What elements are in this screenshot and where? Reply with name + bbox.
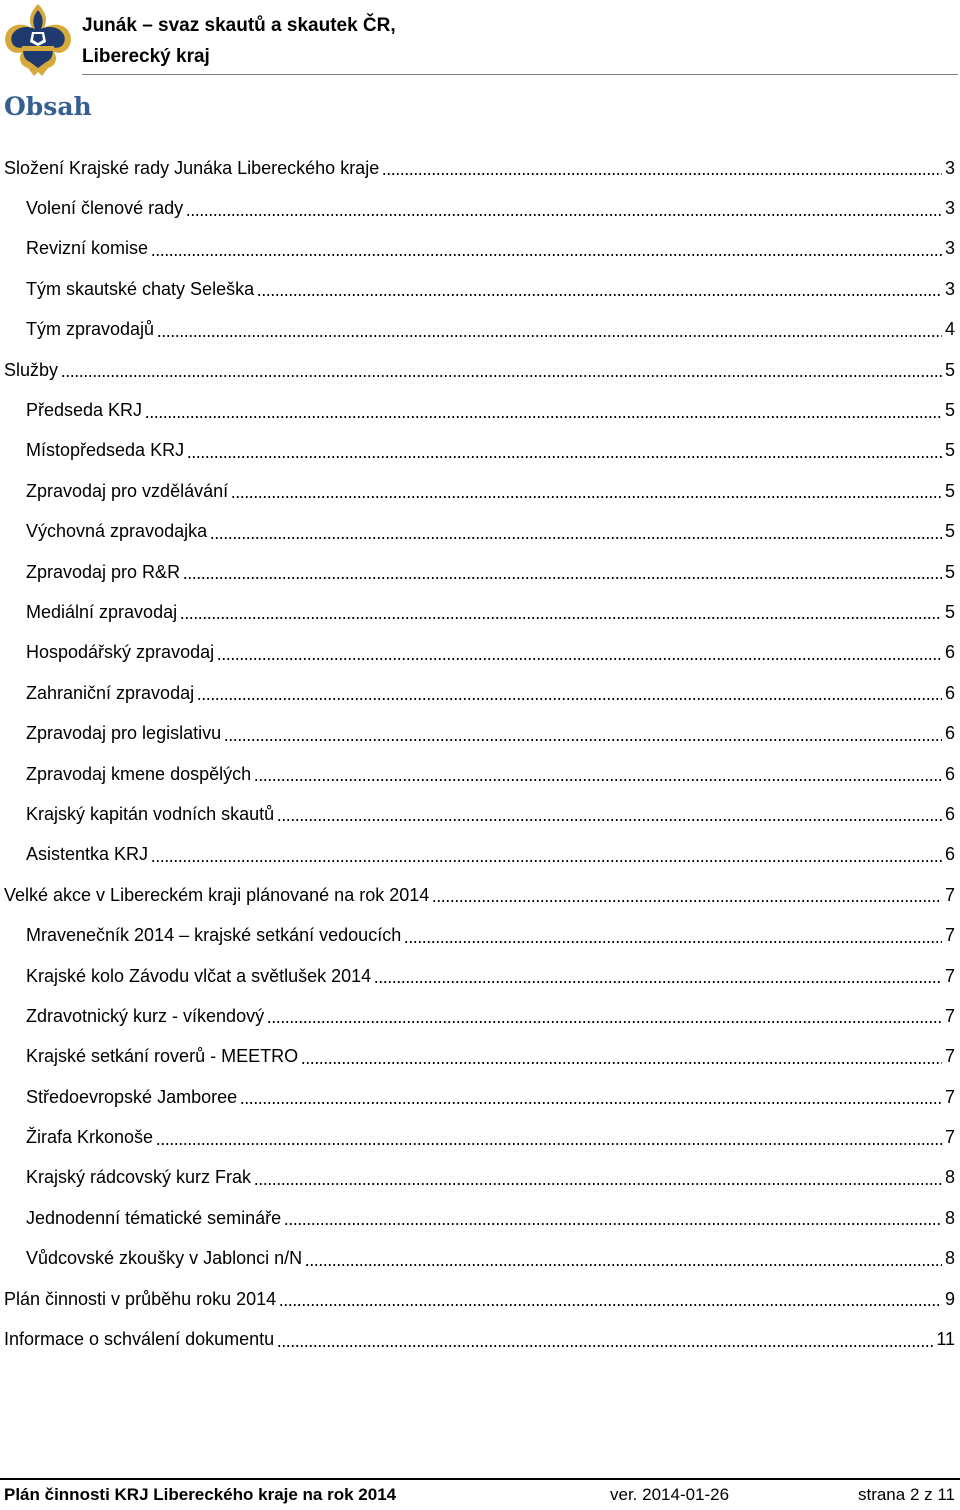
toc-dot-leader <box>224 725 942 743</box>
toc-page-number: 3 <box>944 238 955 259</box>
toc-entry-title: Krajské kolo Závodu vlčat a světlušek 2014 <box>26 965 372 986</box>
toc-page-number: 3 <box>944 278 955 299</box>
toc-entry-title: Tým skautské chaty Seleška <box>26 278 255 299</box>
toc-entry-title: Zdravotnický kurz - víkendový <box>26 1005 265 1026</box>
organization-name-line2: Liberecký kraj <box>82 46 210 67</box>
toc-dot-leader <box>180 603 942 621</box>
toc-dot-leader <box>404 927 942 945</box>
toc-entry[interactable] <box>0 1158 960 1198</box>
toc-entry[interactable] <box>0 229 960 269</box>
toc-entry[interactable] <box>0 633 960 673</box>
footer-version: ver. 2014-01-26 <box>610 1485 730 1504</box>
toc-entry[interactable] <box>0 794 960 834</box>
toc-entry-title: Zpravodaj pro legislativu <box>26 723 222 744</box>
toc-entry-title: Středoevropské Jamboree <box>26 1086 238 1107</box>
toc-page-number: 3 <box>944 198 955 219</box>
toc-dot-leader <box>284 1209 942 1227</box>
toc-entry[interactable] <box>0 148 960 188</box>
toc-dot-leader <box>151 240 942 258</box>
toc-entry[interactable] <box>0 875 960 915</box>
toc-page-number: 7 <box>944 1086 955 1107</box>
toc-entry[interactable] <box>0 350 960 390</box>
toc-page-number: 9 <box>944 1288 955 1309</box>
toc-title: Obsah <box>4 92 92 121</box>
toc-dot-leader <box>210 523 942 541</box>
toc-entry[interactable] <box>0 1319 960 1359</box>
toc-dot-leader <box>157 321 942 339</box>
toc-entry-title: Informace o schválení dokumentu <box>4 1329 275 1350</box>
toc-page-number: 7 <box>944 1005 955 1026</box>
toc-dot-leader <box>279 1290 942 1308</box>
toc-dot-leader <box>61 361 942 379</box>
footer-divider <box>0 1478 960 1480</box>
table-of-contents <box>0 148 960 1360</box>
toc-entry-title: Jednodenní tématické semináře <box>26 1207 282 1228</box>
toc-dot-leader <box>301 1048 942 1066</box>
toc-page-number: 5 <box>944 480 955 501</box>
toc-page-number: 6 <box>944 803 955 824</box>
toc-page-number: 5 <box>944 521 955 542</box>
page-header <box>0 0 960 80</box>
toc-dot-leader <box>382 159 942 177</box>
toc-dot-leader <box>156 1129 942 1147</box>
toc-entry-title: Asistentka KRJ <box>26 844 149 865</box>
toc-entry-title: Složení Krajské rady Junáka Libereckého kraje <box>4 157 380 178</box>
toc-entry-title: Krajský kapitán vodních skautů <box>26 803 275 824</box>
toc-page-number: 8 <box>944 1248 955 1269</box>
toc-page-number: 5 <box>944 440 955 461</box>
toc-entry[interactable] <box>0 754 960 794</box>
toc-entry-title: Zahraniční zpravodaj <box>26 682 195 703</box>
toc-page-number: 5 <box>944 359 955 380</box>
toc-page-number: 7 <box>944 1127 955 1148</box>
toc-page-number: 7 <box>944 925 955 946</box>
toc-entry[interactable] <box>0 1077 960 1117</box>
toc-entry[interactable] <box>0 1037 960 1077</box>
toc-entry[interactable] <box>0 431 960 471</box>
toc-dot-leader <box>277 1331 933 1349</box>
toc-dot-leader <box>305 1250 942 1268</box>
toc-entry-title: Plán činnosti v průběhu roku 2014 <box>4 1288 277 1309</box>
toc-dot-leader <box>254 1169 942 1187</box>
toc-dot-leader <box>267 1007 942 1025</box>
toc-page-number: 5 <box>944 561 955 582</box>
toc-entry-title: Žirafa Krkonoše <box>26 1127 154 1148</box>
toc-dot-leader <box>151 846 942 864</box>
toc-page-number: 6 <box>944 642 955 663</box>
toc-page-number: 7 <box>944 965 955 986</box>
page-footer <box>4 1485 955 1505</box>
toc-page-number: 4 <box>944 319 955 340</box>
toc-page-number: 8 <box>944 1207 955 1228</box>
toc-dot-leader <box>187 442 942 460</box>
toc-entry-title: Volení členové rady <box>26 198 184 219</box>
toc-entry-title: Tým zpravodajů <box>26 319 155 340</box>
toc-entry-title: Zpravodaj pro R&R <box>26 561 181 582</box>
toc-dot-leader <box>186 200 942 218</box>
toc-entry[interactable] <box>0 673 960 713</box>
toc-page-number: 7 <box>944 1046 955 1067</box>
toc-entry[interactable] <box>0 512 960 552</box>
toc-entry-title: Zpravodaj kmene dospělých <box>26 763 252 784</box>
toc-dot-leader <box>432 886 942 904</box>
toc-dot-leader <box>240 1088 942 1106</box>
toc-entry-title: Služby <box>4 359 59 380</box>
toc-dot-leader <box>254 765 942 783</box>
toc-entry-title: Vůdcovské zkoušky v Jablonci n/N <box>26 1248 303 1269</box>
toc-entry[interactable] <box>0 915 960 955</box>
toc-page-number: 7 <box>944 884 955 905</box>
toc-entry[interactable] <box>0 1279 960 1319</box>
organization-name <box>82 10 396 72</box>
toc-entry-title: Hospodářský zpravodaj <box>26 642 215 663</box>
toc-entry-title: Mediální zpravodaj <box>26 601 178 622</box>
toc-dot-leader <box>257 280 942 298</box>
toc-entry-title: Mravenečník 2014 – krajské setkání vedoucích <box>26 925 402 946</box>
toc-entry-title: Předseda KRJ <box>26 400 143 421</box>
toc-page-number: 6 <box>944 682 955 703</box>
footer-document-title: Plán činnosti KRJ Libereckého kraje na rok 2014 <box>4 1485 397 1504</box>
toc-entry-title: Revizní komise <box>26 238 149 259</box>
toc-page-number: 5 <box>944 400 955 421</box>
toc-page-number: 8 <box>944 1167 955 1188</box>
toc-entry[interactable] <box>0 269 960 309</box>
toc-entry[interactable] <box>0 1198 960 1238</box>
toc-entry-title: Místopředseda KRJ <box>26 440 185 461</box>
organization-name-line1: Junák – svaz skautů a skautek ČR, <box>82 15 396 36</box>
toc-entry-title: Krajský rádcovský kurz Frak <box>26 1167 252 1188</box>
toc-page-number: 6 <box>944 723 955 744</box>
toc-entry[interactable] <box>0 713 960 753</box>
toc-dot-leader <box>145 402 942 420</box>
toc-dot-leader <box>231 482 942 500</box>
toc-entry[interactable] <box>0 471 960 511</box>
toc-page-number: 6 <box>944 763 955 784</box>
toc-dot-leader <box>277 805 942 823</box>
toc-entry[interactable] <box>0 1117 960 1157</box>
toc-entry[interactable] <box>0 592 960 632</box>
toc-dot-leader <box>197 684 942 702</box>
scout-fleur-de-lis-logo-icon <box>2 2 74 78</box>
toc-page-number: 11 <box>936 1329 955 1350</box>
footer-page-info: strana 2 z 11 <box>857 1485 955 1504</box>
toc-entry[interactable] <box>0 956 960 996</box>
toc-entry[interactable] <box>0 552 960 592</box>
toc-entry[interactable] <box>0 188 960 228</box>
toc-dot-leader <box>217 644 942 662</box>
toc-dot-leader <box>183 563 942 581</box>
toc-entry[interactable] <box>0 390 960 430</box>
header-divider <box>82 74 958 75</box>
toc-dot-leader <box>374 967 942 985</box>
toc-entry[interactable] <box>0 835 960 875</box>
toc-page-number: 3 <box>944 157 955 178</box>
toc-entry-title: Velké akce v Libereckém kraji plánované na rok 2014 <box>4 884 430 905</box>
toc-entry-title: Zpravodaj pro vzdělávání <box>26 480 229 501</box>
toc-entry[interactable] <box>0 310 960 350</box>
toc-entry-title: Krajské setkání roverů - MEETRO <box>26 1046 299 1067</box>
toc-entry[interactable] <box>0 996 960 1036</box>
toc-entry-title: Výchovná zpravodajka <box>26 521 208 542</box>
toc-entry[interactable] <box>0 1239 960 1279</box>
toc-page-number: 5 <box>944 601 955 622</box>
toc-page-number: 6 <box>944 844 955 865</box>
